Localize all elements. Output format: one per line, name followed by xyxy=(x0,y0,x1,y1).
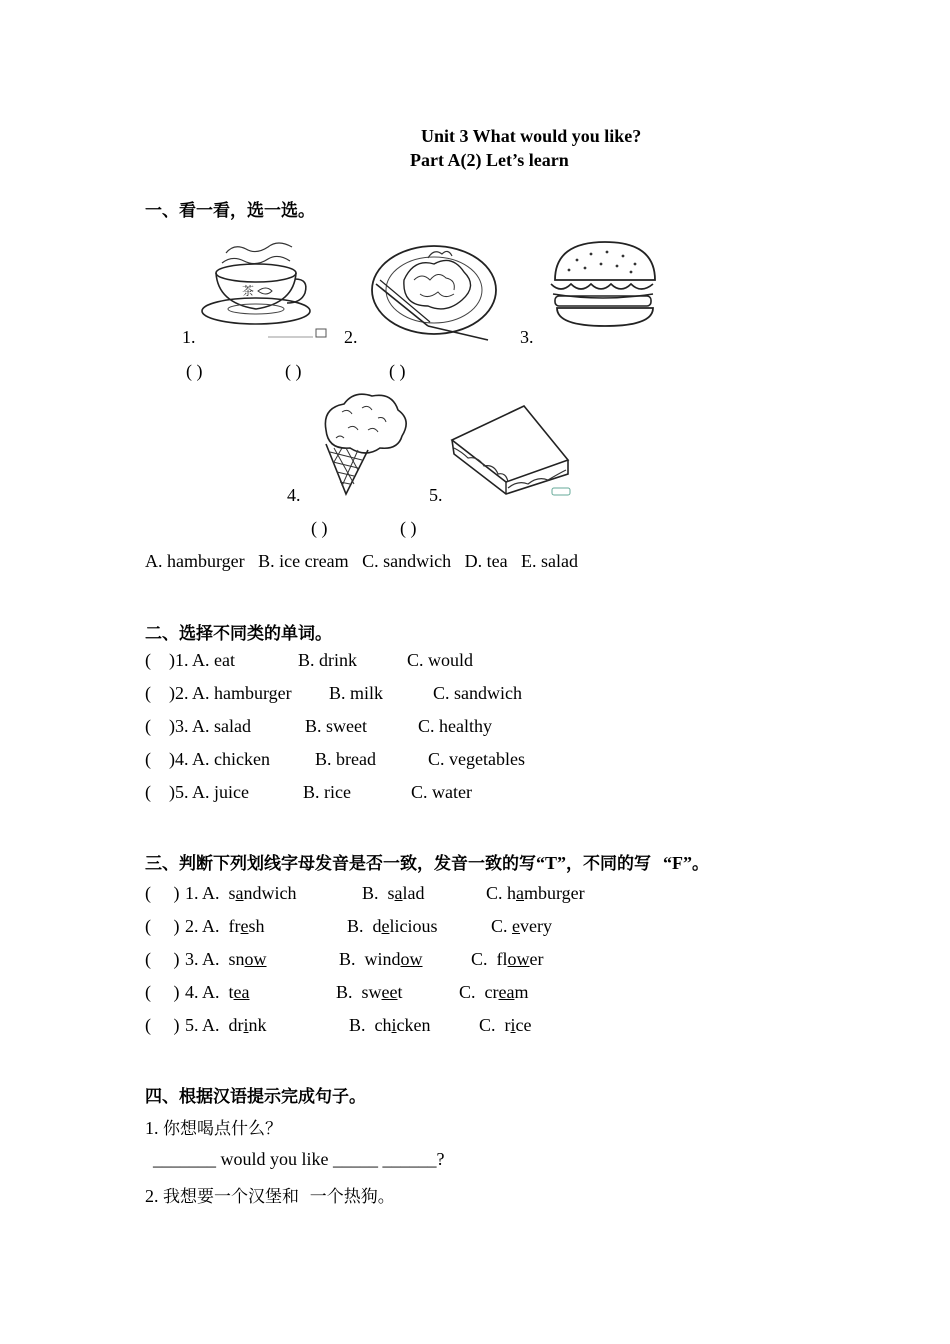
item-3-number: 3. xyxy=(520,327,534,347)
section-1-options: A. hamburger B. ice cream C. sandwich D. tea E. salad xyxy=(145,551,579,571)
s3-row-3-a: 3. A. snow xyxy=(185,949,267,969)
item-1-answer-bracket[interactable]: ( ) xyxy=(186,361,203,381)
item-2-answer-bracket[interactable]: ( ) xyxy=(285,361,302,381)
s3-row-5-bracket[interactable]: ( ) xyxy=(145,1015,180,1035)
page-subtitle: Part A(2) Let’s learn xyxy=(410,150,569,170)
s2-row-2-a: ( )2. A. hamburger xyxy=(145,683,292,703)
ice-cream-icon xyxy=(312,390,412,498)
s2-row-4-a: ( )4. A. chicken xyxy=(145,749,270,769)
s3-row-5-a: 5. A. drink xyxy=(185,1015,267,1035)
item-4-answer-bracket[interactable]: ( ) xyxy=(311,518,328,538)
s2-row-2-c: C. sandwich xyxy=(433,683,522,703)
s2-row-5-c: C. water xyxy=(411,782,472,802)
s3-row-2-c: C. every xyxy=(491,916,552,936)
item-5-answer-bracket[interactable]: ( ) xyxy=(400,518,417,538)
salad-plate-icon xyxy=(368,240,503,345)
s3-row-5-b: B. chicken xyxy=(349,1015,431,1035)
s3-row-1-bracket[interactable]: ( ) xyxy=(145,883,180,903)
s2-row-5-a: ( )5. A. juice xyxy=(145,782,249,802)
item-2-number: 2. xyxy=(344,327,358,347)
s2-row-3-b: B. sweet xyxy=(305,716,367,736)
s3-row-3-bracket[interactable]: ( ) xyxy=(145,949,180,969)
s3-row-4-bracket[interactable]: ( ) xyxy=(145,982,180,1002)
s3-row-4-c: C. cream xyxy=(459,982,529,1002)
s2-row-1-b: B. drink xyxy=(298,650,358,670)
page-title: Unit 3 What would you like? xyxy=(421,126,642,146)
section-2-heading: 二、选择不同类的单词。 xyxy=(145,624,332,644)
section-4-heading: 四、根据汉语提示完成句子。 xyxy=(145,1087,366,1107)
hamburger-icon xyxy=(547,240,657,330)
s4-question-1: 1. 你想喝点什么？ xyxy=(145,1118,282,1139)
s3-row-5-c: C. rice xyxy=(479,1015,532,1035)
item-5-number: 5. xyxy=(429,485,443,505)
s2-row-3-c: C. healthy xyxy=(418,716,492,736)
s3-row-1-b: B. salad xyxy=(362,883,425,903)
s2-row-2-b: B. milk xyxy=(329,683,384,703)
s3-row-4-a: 4. A. tea xyxy=(185,982,250,1002)
s3-row-1-a: 1. A. sandwich xyxy=(185,883,297,903)
svg-text:茶: 茶 xyxy=(242,284,255,298)
sandwich-icon xyxy=(446,400,576,498)
s3-row-1-c: C. hamburger xyxy=(486,883,585,903)
s3-row-3-b: B. window xyxy=(339,949,423,969)
s3-row-2-a: 2. A. fresh xyxy=(185,916,265,936)
s4-question-2: 2. 我想要一个汉堡和 一个热狗。 xyxy=(145,1186,395,1207)
s2-row-3-a: ( )3. A. salad xyxy=(145,716,251,736)
s2-row-1-c: C. would xyxy=(407,650,474,670)
item-3-answer-bracket[interactable]: ( ) xyxy=(389,361,406,381)
s3-row-4-b: B. sweet xyxy=(336,982,403,1002)
item-1-number: 1. xyxy=(182,327,196,347)
section-1-heading: 一、看一看，选一选。 xyxy=(145,201,315,221)
item-4-number: 4. xyxy=(287,485,301,505)
s2-row-5-b: B. rice xyxy=(303,782,351,802)
s3-row-2-bracket[interactable]: ( ) xyxy=(145,916,180,936)
section-3-heading: 三、判断下列划线字母发音是否一致，发音一致的写“T”，不同的写 “F”。 xyxy=(145,853,710,874)
tea-cup-icon xyxy=(198,233,333,345)
s2-row-1-a: ( )1. A. eat xyxy=(145,650,235,670)
s3-row-3-c: C. flower xyxy=(471,949,544,969)
s2-row-4-c: C. vegetables xyxy=(428,749,525,769)
s2-row-4-b: B. bread xyxy=(315,749,376,769)
s4-question-1-blank-sentence[interactable]: _______ would you like _____ ______? xyxy=(153,1149,445,1169)
s3-row-2-b: B. delicious xyxy=(347,916,438,936)
